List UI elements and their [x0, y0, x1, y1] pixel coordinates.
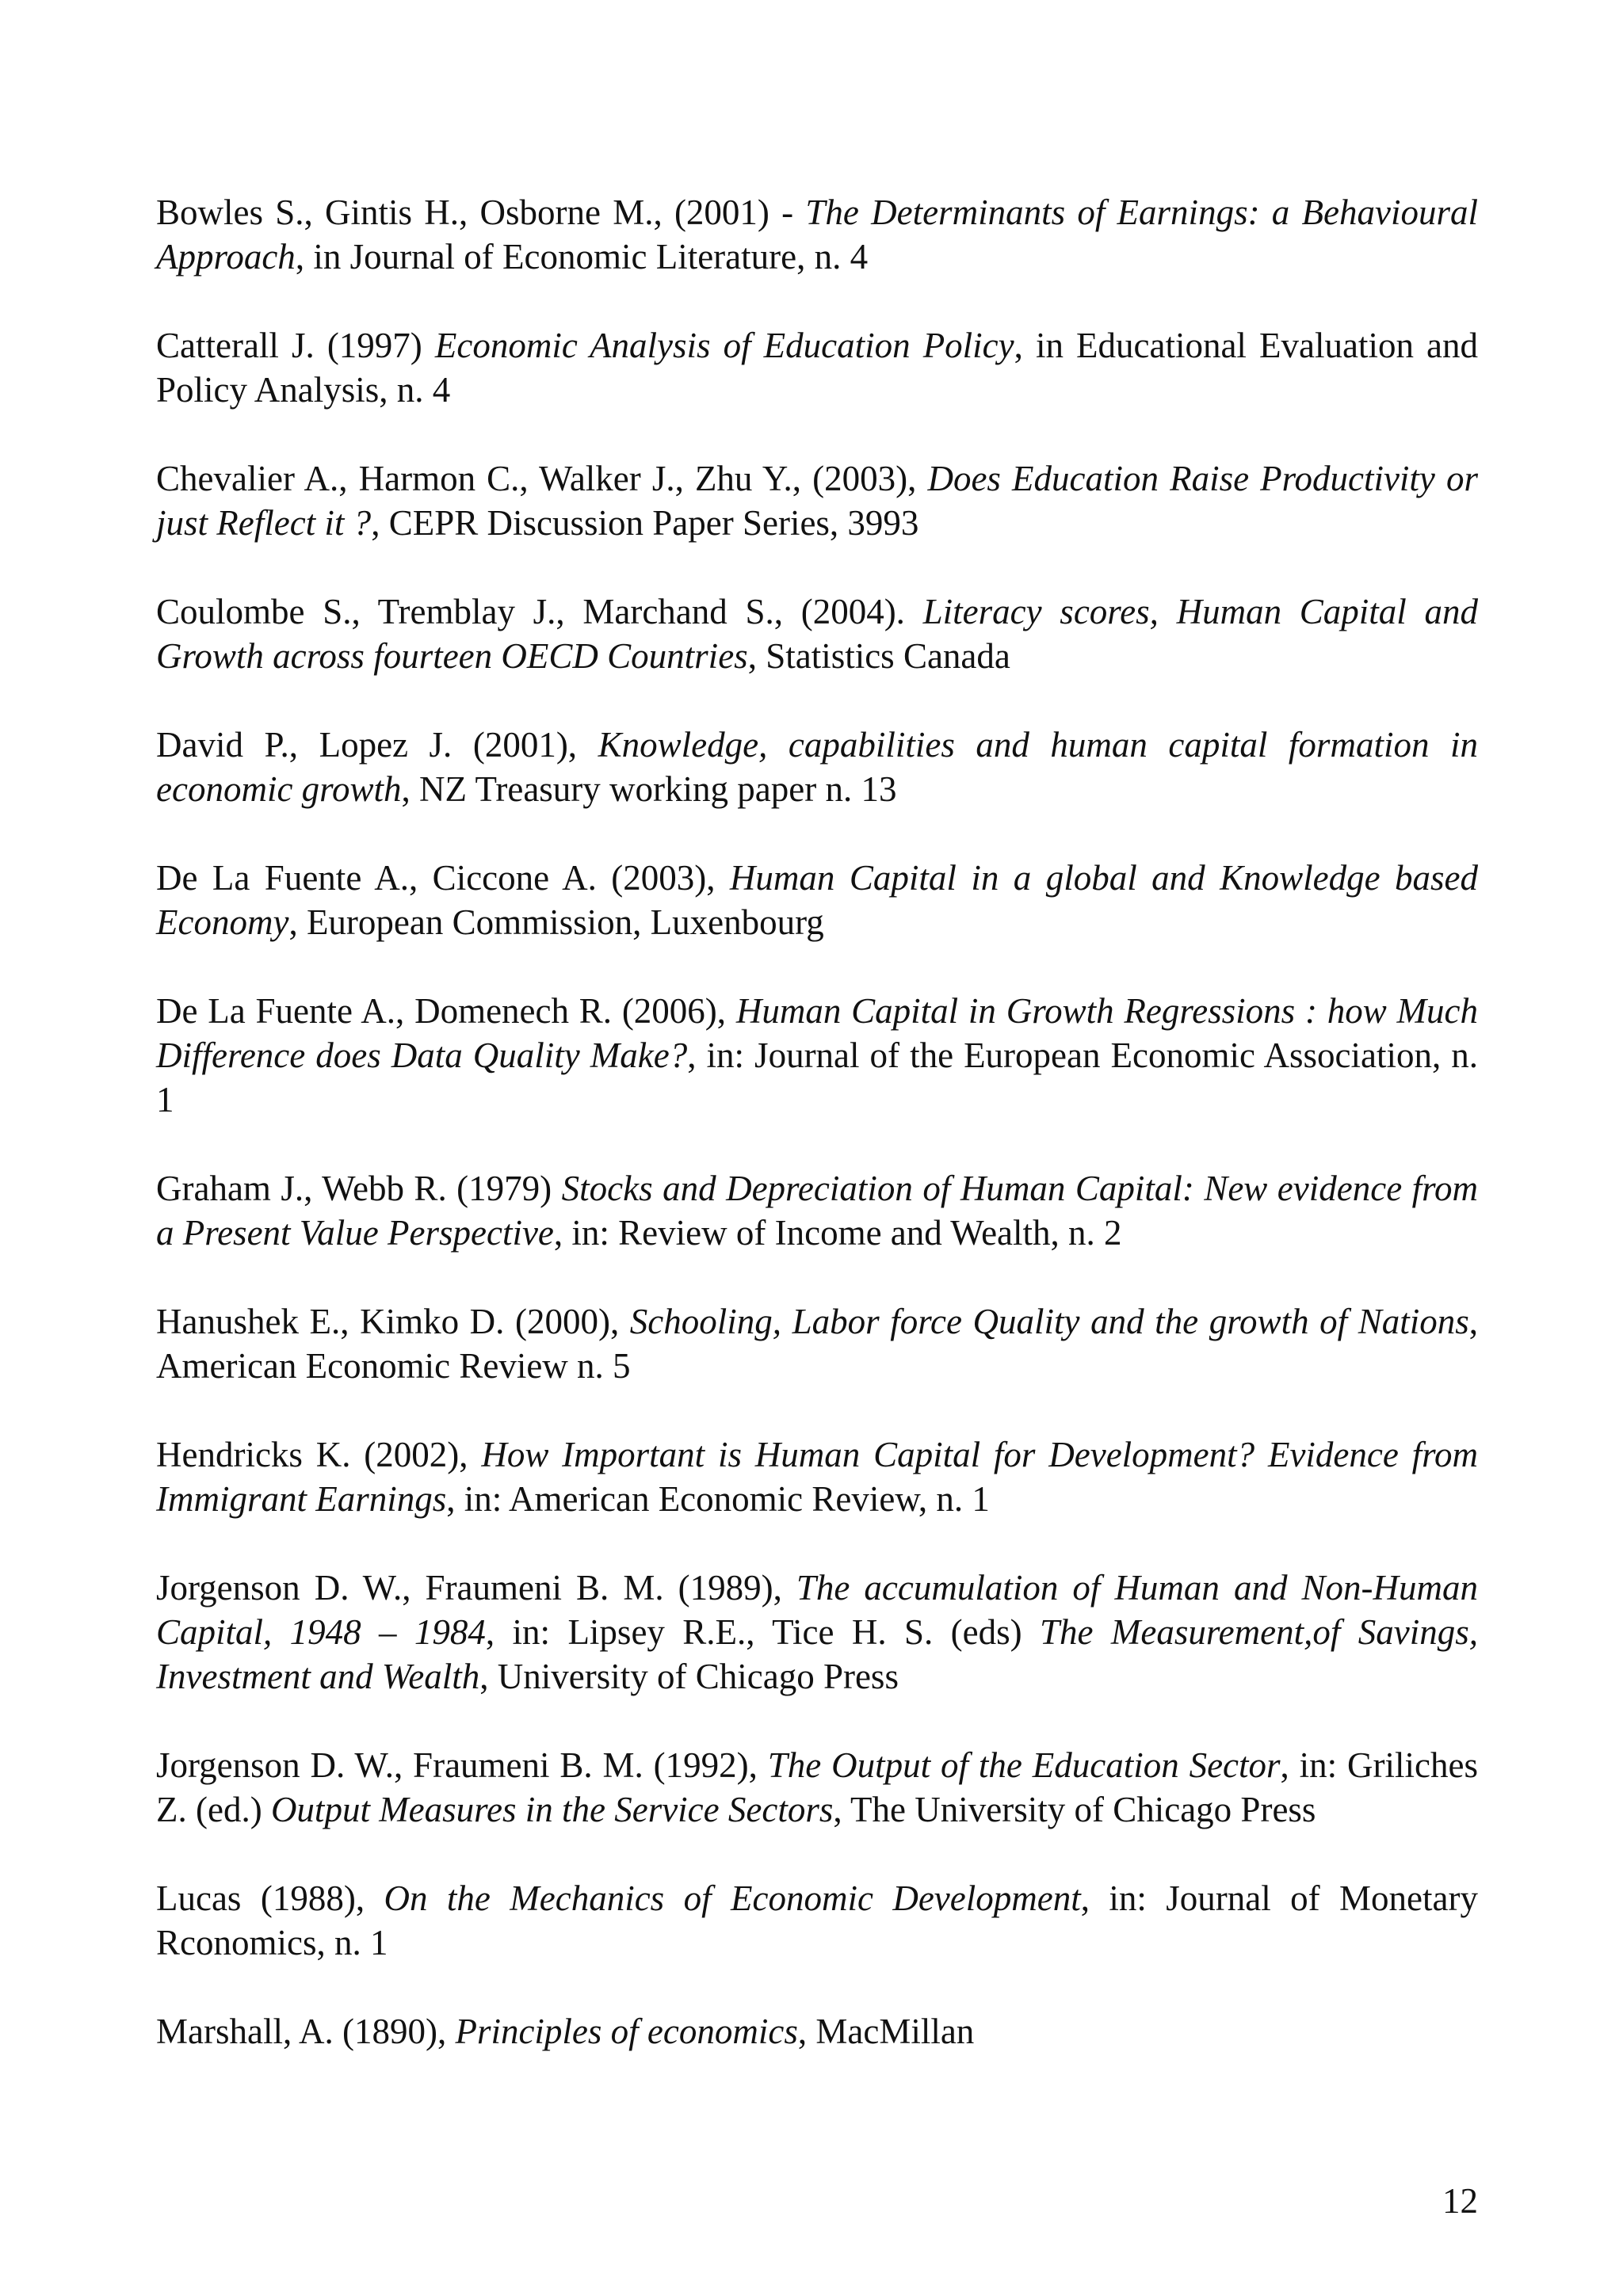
reference-authors: Jorgenson D. W., Fraumeni B. M. (1989),	[156, 1568, 796, 1608]
reference-item	[156, 1743, 1478, 1832]
reference-item	[156, 323, 1478, 412]
reference-item	[156, 190, 1478, 279]
reference-authors: Hanushek E., Kimko D. (2000),	[156, 1302, 630, 1341]
reference-title: Principles of economics	[455, 2012, 798, 2051]
reference-item	[156, 1299, 1478, 1388]
reference-item	[156, 989, 1478, 1122]
reference-authors: De La Fuente A., Ciccone A. (2003),	[156, 858, 730, 898]
reference-authors: Coulombe S., Tremblay J., Marchand S., (2004).	[156, 592, 923, 631]
reference-source: , in Educational Evaluation and Policy Analysis, n. 4	[156, 326, 1478, 410]
reference-source: , in: Journal of Monetary Rconomics, n. 1	[156, 1878, 1478, 1962]
reference-book-title: Output Measures in the Service Sectors	[270, 1790, 834, 1829]
reference-title: The Output of the Education Sector	[767, 1745, 1281, 1785]
reference-title: Does Education Raise Productivity or just Reflect it ?	[156, 459, 1478, 543]
reference-title: Human Capital in Growth Regressions : how Much Difference does Data Quality Make?	[156, 991, 1479, 1075]
reference-authors: Bowles S., Gintis H., Osborne M., (2001) -	[156, 193, 806, 232]
reference-authors: Marshall, A. (1890),	[156, 2012, 456, 2051]
reference-title: The accumulation of Human and Non-Human Capital, 1948 – 1984	[156, 1568, 1478, 1652]
reference-title: Knowledge, capabilities and human capital formation in economic growth	[156, 725, 1478, 809]
reference-authors: Catterall J. (1997)	[156, 326, 435, 365]
reference-title: Human Capital in a global and Knowledge based Economy	[156, 858, 1478, 942]
reference-source: , NZ Treasury working paper n. 13	[401, 769, 897, 809]
reference-item	[156, 456, 1478, 545]
reference-item	[156, 2009, 1478, 2054]
reference-item	[156, 1876, 1478, 1965]
reference-source: , University of Chicago Press	[479, 1657, 899, 1696]
reference-source: , in: Journal of the European Economic Association, n. 1	[156, 1035, 1478, 1119]
reference-item	[156, 723, 1478, 811]
reference-title: On the Mechanics of Economic Development	[384, 1878, 1081, 1918]
reference-title: How Important is Human Capital for Development? Evidence from Immigrant Earnings	[156, 1435, 1478, 1519]
reference-source: , Statistics Canada	[747, 636, 1010, 676]
reference-authors: Hendricks K. (2002),	[156, 1435, 482, 1474]
reference-authors: Jorgenson D. W., Fraumeni B. M. (1992),	[156, 1745, 768, 1785]
reference-title: Stocks and Depreciation of Human Capital: New evidence from a Present Value Perspective	[156, 1169, 1478, 1253]
reference-editors: , in: Lipsey R.E., Tice H. S. (eds)	[485, 1612, 1040, 1652]
reference-book-title: The Measurement,of Savings, Investment and Wealth	[156, 1612, 1478, 1696]
reference-authors: De La Fuente A., Domenech R. (2006),	[156, 991, 736, 1031]
reference-authors: Chevalier A., Harmon C., Walker J., Zhu Y., (2003),	[156, 459, 928, 498]
reference-editors: , in: Griliches Z. (ed.)	[156, 1745, 1478, 1829]
reference-title: Schooling, Labor force Quality and the growth of Nations	[629, 1302, 1469, 1341]
page-number: 12	[1442, 2181, 1478, 2221]
reference-item	[156, 589, 1478, 678]
reference-source: , European Commission, Luxenbourg	[288, 902, 824, 942]
reference-authors: David P., Lopez J. (2001),	[156, 725, 598, 765]
reference-source: , CEPR Discussion Paper Series, 3993	[371, 503, 919, 543]
reference-item	[156, 1566, 1478, 1699]
reference-source: , MacMillan	[797, 2012, 975, 2051]
reference-source: , in: American Economic Review, n. 1	[446, 1479, 990, 1519]
reference-source: , The University of Chicago Press	[833, 1790, 1316, 1829]
reference-title: Economic Analysis of Education Policy	[434, 326, 1014, 365]
reference-title: The Determinants of Earnings: a Behavioural Approach	[156, 193, 1478, 277]
reference-item	[156, 1432, 1478, 1521]
references-list	[156, 190, 1478, 2098]
reference-source: , in Journal of Economic Literature, n. 4	[295, 237, 869, 277]
reference-authors: Lucas (1988),	[156, 1878, 384, 1918]
reference-item	[156, 856, 1478, 944]
reference-source: , in: Review of Income and Wealth, n. 2	[553, 1213, 1122, 1253]
reference-authors: Graham J., Webb R. (1979)	[156, 1169, 562, 1208]
reference-title: Literacy scores, Human Capital and Growth across fourteen OECD Countries	[156, 592, 1478, 676]
reference-item	[156, 1166, 1478, 1255]
reference-source: , American Economic Review n. 5	[156, 1302, 1479, 1386]
